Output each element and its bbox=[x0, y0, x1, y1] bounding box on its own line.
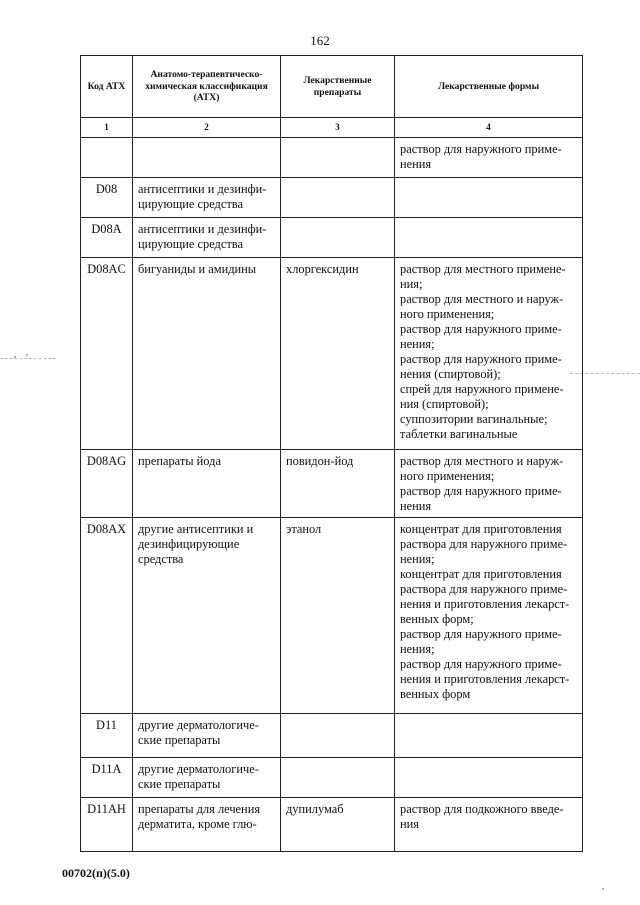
scan-speck bbox=[26, 354, 28, 356]
column-number-row bbox=[81, 118, 583, 138]
scan-artifact-left bbox=[0, 358, 56, 359]
atx-medication-table bbox=[80, 55, 583, 852]
table-row bbox=[81, 218, 583, 258]
page-number: 162 bbox=[310, 33, 330, 48]
atx-classification-cell: другие дерматологиче-ские препараты bbox=[133, 758, 281, 798]
document-footer-code: 00702(п)(5.0) bbox=[62, 866, 130, 880]
dosage-forms-cell bbox=[395, 714, 583, 758]
column-number: 1 bbox=[81, 118, 133, 138]
column-number: 2 bbox=[133, 118, 281, 138]
dosage-form-item: раствор для местного примене-ния; bbox=[400, 262, 566, 291]
dosage-forms-cell bbox=[395, 258, 583, 450]
drug-name-cell: хлоргексидин bbox=[281, 258, 395, 450]
dosage-form-item: раствор для местного и наруж-ного применения; bbox=[400, 454, 564, 483]
drug-name-cell bbox=[281, 758, 395, 798]
atx-code-cell: D08A bbox=[81, 218, 133, 258]
dosage-form-item: раствор для местного и наруж-ного применения; bbox=[400, 292, 564, 321]
atx-classification-cell: антисептики и дезинфи-цирующие средства bbox=[133, 218, 281, 258]
dosage-form-item: раствор для наружного приме-нения bbox=[400, 484, 562, 513]
atx-code-cell: D08 bbox=[81, 178, 133, 218]
dosage-form-item: таблетки вагинальные bbox=[400, 427, 518, 441]
dosage-form-item: концентрат для приготовления раствора для наружного приме-нения; bbox=[400, 522, 568, 566]
dosage-form-item: спрей для наружного примене-ния (спиртовой); bbox=[400, 382, 564, 411]
atx-code-cell: D08AX bbox=[81, 518, 133, 714]
atx-classification-cell: антисептики и дезинфи-цирующие средства bbox=[133, 178, 281, 218]
table-body bbox=[81, 138, 583, 852]
dosage-form-item: раствор для наружного приме-нения (спиртовой); bbox=[400, 352, 562, 381]
atx-code-cell bbox=[81, 138, 133, 178]
column-number: 4 bbox=[395, 118, 583, 138]
drug-name-cell: повидон-йод bbox=[281, 450, 395, 518]
atx-code-cell: D11 bbox=[81, 714, 133, 758]
dosage-form-item: раствор для подкожного введе-ния bbox=[400, 802, 564, 831]
header-atx-classification: Анатомо-терапевтическо-химическая классификация (АТХ) bbox=[133, 56, 281, 118]
table-row bbox=[81, 714, 583, 758]
dosage-form-item: суппозитории вагинальные; bbox=[400, 412, 548, 426]
atx-classification-cell: другие антисептики и дезинфицирующие средства bbox=[133, 518, 281, 714]
dosage-forms-cell bbox=[395, 138, 583, 178]
drug-name-cell bbox=[281, 138, 395, 178]
atx-classification-cell bbox=[133, 138, 281, 178]
dosage-form-item: раствор для наружного приме-нения; bbox=[400, 627, 562, 656]
table-row bbox=[81, 758, 583, 798]
dosage-form-item: раствор для наружного приме-нения bbox=[400, 142, 562, 171]
dosage-forms-cell bbox=[395, 798, 583, 852]
atx-classification-cell: препараты для лечения дерматита, кроме глю- bbox=[133, 798, 281, 852]
atx-code-cell: D11A bbox=[81, 758, 133, 798]
scan-speck bbox=[14, 356, 16, 358]
drug-name-cell: дупилумаб bbox=[281, 798, 395, 852]
drug-name-cell: этанол bbox=[281, 518, 395, 714]
dosage-forms-cell bbox=[395, 450, 583, 518]
table-header-row bbox=[81, 56, 583, 118]
table-row bbox=[81, 258, 583, 450]
atx-classification-cell: другие дерматологиче-ские препараты bbox=[133, 714, 281, 758]
dosage-form-item: концентрат для приготовления раствора для наружного приме-нения и приготовления лекарст-венных форм; bbox=[400, 567, 570, 626]
column-number: 3 bbox=[281, 118, 395, 138]
table-row bbox=[81, 138, 583, 178]
header-dosage-forms: Лекарственные формы bbox=[395, 56, 583, 118]
table-row bbox=[81, 450, 583, 518]
drug-name-cell bbox=[281, 178, 395, 218]
dosage-forms-cell bbox=[395, 518, 583, 714]
scan-speck bbox=[602, 888, 604, 890]
table-row bbox=[81, 518, 583, 714]
header-atx-code: Код АТХ bbox=[81, 56, 133, 118]
atx-code-cell: D11AH bbox=[81, 798, 133, 852]
dosage-form-item: раствор для наружного приме-нения и приготовления лекарст-венных форм bbox=[400, 657, 570, 701]
dosage-form-item: раствор для наружного приме-нения; bbox=[400, 322, 562, 351]
atx-classification-cell: бигуаниды и амидины bbox=[133, 258, 281, 450]
dosage-forms-cell bbox=[395, 758, 583, 798]
header-drugs: Лекарственные препараты bbox=[281, 56, 395, 118]
atx-code-cell: D08AG bbox=[81, 450, 133, 518]
dosage-forms-cell bbox=[395, 178, 583, 218]
dosage-forms-cell bbox=[395, 218, 583, 258]
atx-classification-cell: препараты йода bbox=[133, 450, 281, 518]
table-row bbox=[81, 798, 583, 852]
drug-name-cell bbox=[281, 714, 395, 758]
drug-name-cell bbox=[281, 218, 395, 258]
table-row bbox=[81, 178, 583, 218]
atx-code-cell: D08AC bbox=[81, 258, 133, 450]
